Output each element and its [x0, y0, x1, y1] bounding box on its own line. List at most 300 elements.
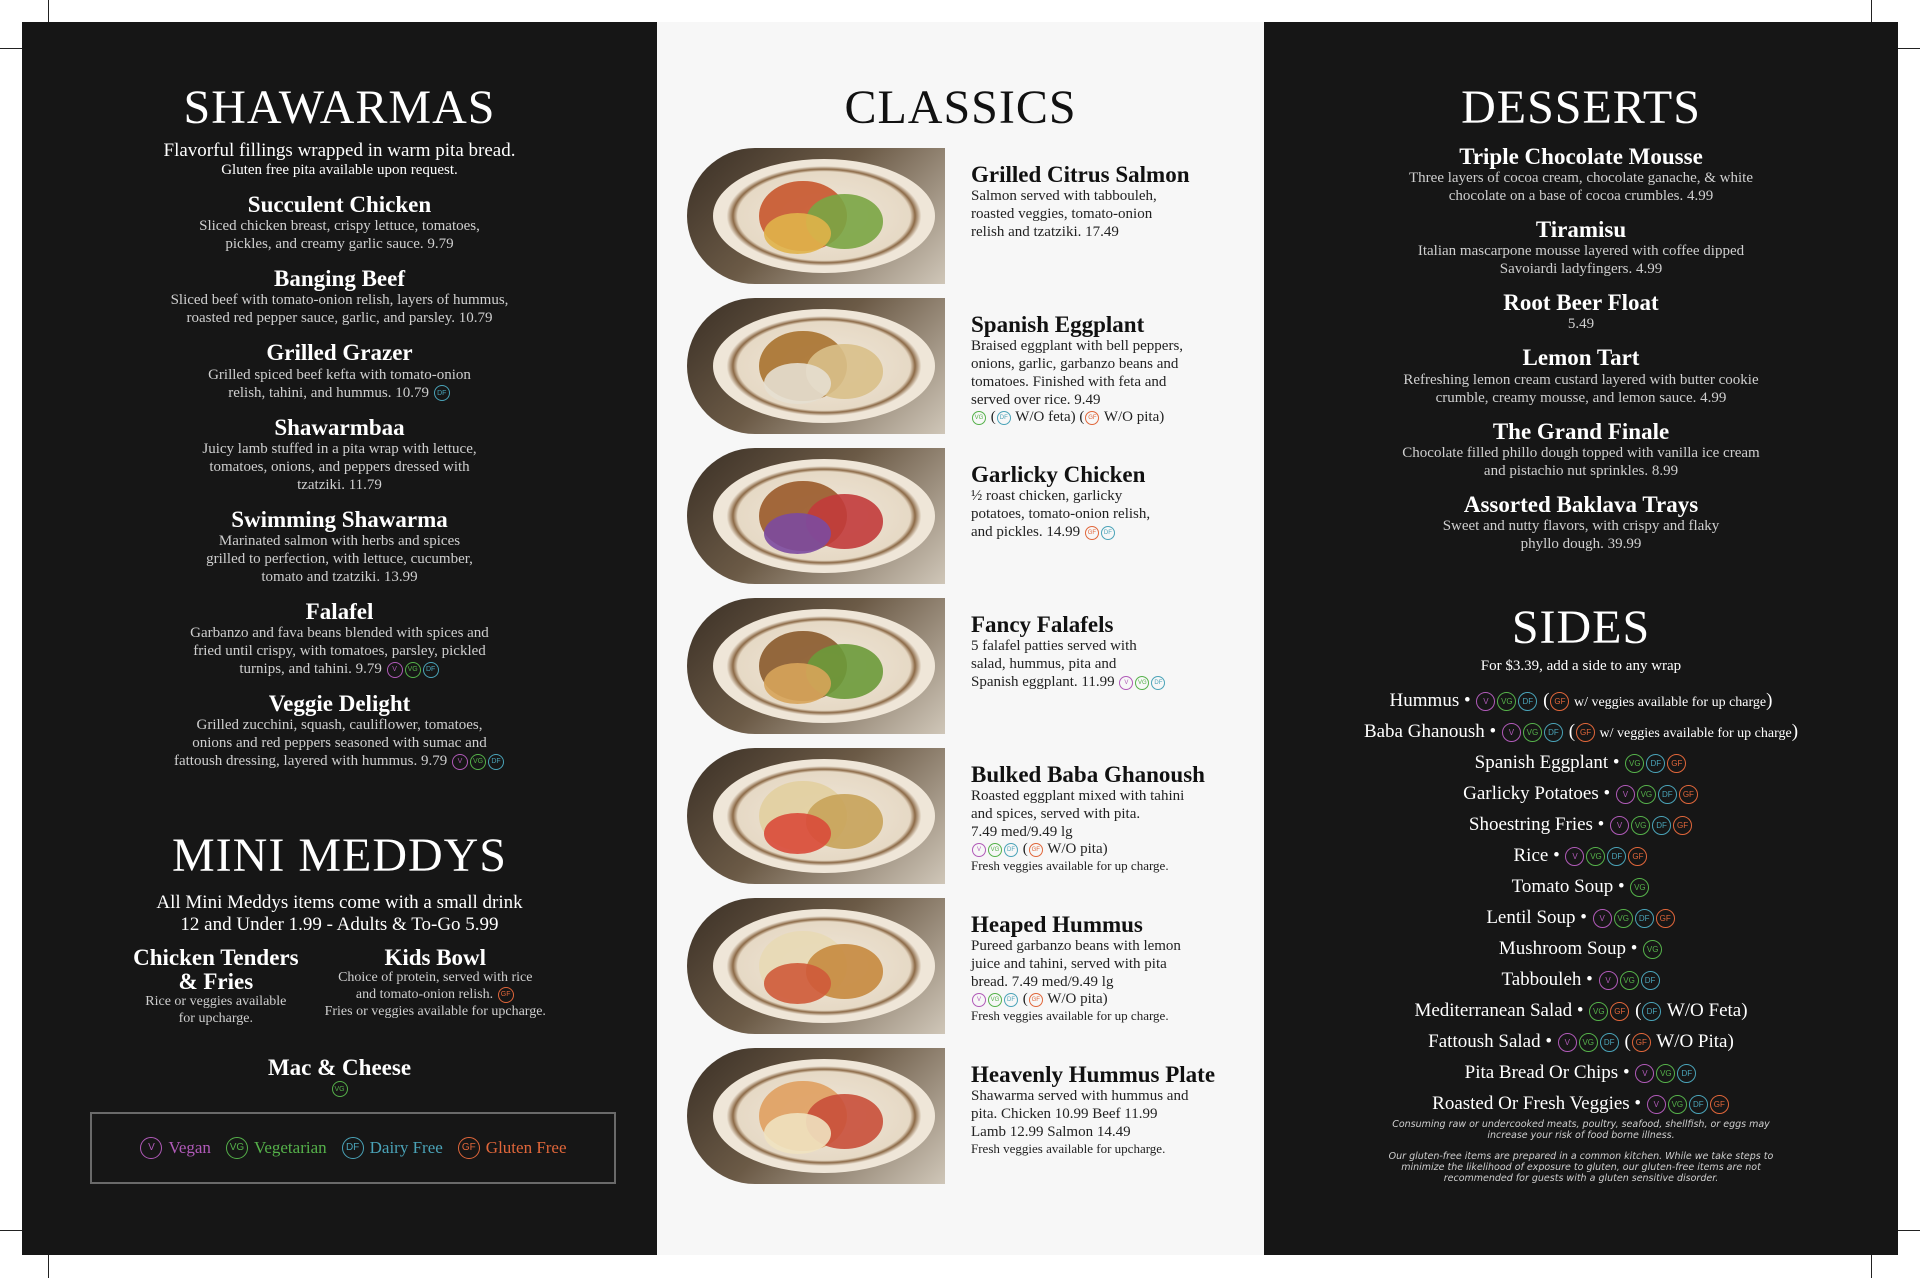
spacer	[493, 987, 497, 1002]
classic-item	[687, 148, 1247, 284]
description-line: onions and red peppers seasoned with sumac and	[192, 735, 487, 752]
baba-photo	[687, 748, 945, 884]
mini-meddys-subtitle: All Mini Meddys items come with a small drink	[156, 892, 523, 913]
description-line: and spices, served with pita.	[971, 806, 1141, 823]
menu-item-description	[22, 291, 657, 327]
menu-item-name: Banging Beef	[274, 266, 405, 292]
classic-item	[687, 448, 1247, 584]
description-line: Savoiardi ladyfingers. 4.99	[1499, 261, 1663, 278]
side-item-name: Spanish Eggplant •	[1474, 752, 1625, 774]
paren: (	[1019, 991, 1028, 1008]
menu-item-description	[971, 937, 1251, 991]
menu-item-description	[971, 1087, 1251, 1141]
menu-item	[22, 692, 657, 770]
classic-item	[687, 598, 1247, 734]
dessert-item	[1264, 346, 1898, 406]
menu-item-name: Tiramisu	[1535, 217, 1627, 243]
description-line: Braised eggplant with bell peppers,	[971, 338, 1184, 355]
gf-badge-icon: GF	[458, 1137, 480, 1159]
side-item-name: Roasted Or Fresh Veggies •	[1432, 1093, 1646, 1115]
description-line: 5.49	[1567, 316, 1595, 333]
shawarma-item-list	[22, 193, 657, 770]
gf-badge-icon: GF	[1029, 993, 1043, 1007]
vg-badge-icon: VG	[1668, 1095, 1687, 1114]
hummus-photo	[687, 898, 945, 1034]
dietary-badges	[971, 841, 1251, 858]
gluten-disclaimer: Our gluten-free items are prepared in a common kitchen. While we take steps to minimize the likelihood of exposure to gluten, our gluten-free items are not recommended for guests with a gluten sensitive disorder.	[1388, 1150, 1774, 1184]
gf-badge-icon: GF	[1550, 692, 1569, 711]
spacer	[1115, 674, 1119, 690]
menu-item-name: Root Beer Float	[1503, 290, 1659, 316]
description-line: and tomato-onion relish. GF	[325, 987, 546, 1004]
dietary-badges	[971, 991, 1251, 1008]
menu-item	[22, 416, 657, 494]
df-badge-icon: DF	[434, 385, 450, 401]
menu-item-description	[22, 217, 657, 253]
df-badge-icon: DF	[1518, 692, 1537, 711]
vg-badge-icon: VG	[1625, 754, 1644, 773]
side-item-name: Shoestring Fries •	[1468, 814, 1610, 836]
classic-item	[687, 298, 1247, 434]
menu-item-name: Mac & Cheese	[267, 1054, 412, 1080]
side-item-name: Baba Ghanoush •	[1363, 721, 1501, 743]
menu-item-description	[325, 970, 546, 1021]
v-badge-icon: V	[972, 843, 986, 857]
side-item-name: Tomato Soup •	[1511, 876, 1630, 898]
description-line: Sweet and nutty flavors, with crispy and flaky	[1442, 517, 1720, 534]
gf-badge-icon: GF	[1656, 909, 1675, 928]
paren: (	[1019, 841, 1028, 858]
classic-item-text	[971, 312, 1251, 426]
classic-item-text	[971, 462, 1251, 541]
legend-entry-gf	[457, 1137, 567, 1159]
description-line: roasted veggies, tomato-onion	[971, 206, 1153, 223]
df-badge-icon: DF	[1635, 909, 1654, 928]
menu-item	[22, 600, 657, 678]
description-line: crumble, creamy mousse, and lemon sauce. 4.99	[1435, 389, 1727, 406]
legend-label: Dairy Free	[369, 1138, 443, 1157]
df-badge-icon: DF	[342, 1137, 364, 1159]
description-line: fried until crispy, with tomatoes, parsley, pickled	[193, 642, 486, 659]
side-item	[1264, 933, 1898, 964]
gf-badge-icon: GF	[1679, 785, 1698, 804]
df-badge-icon: DF	[1641, 971, 1660, 990]
description-line: phyllo dough. 39.99	[1520, 535, 1642, 552]
menu-item	[133, 946, 299, 1028]
dietary-badges	[971, 409, 1251, 426]
paren: (	[1619, 1031, 1631, 1053]
side-item	[1264, 809, 1898, 840]
side-item	[1264, 685, 1898, 716]
gf-badge-icon: GF	[1029, 843, 1043, 857]
df-badge-icon: DF	[488, 754, 504, 770]
v-badge-icon: V	[1593, 909, 1612, 928]
menu-item-description	[1264, 371, 1898, 407]
description-line: Juicy lamb stuffed in a pita wrap with lettuce,	[202, 440, 477, 457]
chicken-photo	[687, 448, 945, 584]
description-line: and pistachio nut sprinkles. 8.99	[1483, 462, 1679, 479]
eggplant-photo	[687, 298, 945, 434]
hummus-plate-photo	[687, 1048, 945, 1184]
menu-item	[22, 193, 657, 253]
paren: )	[1791, 721, 1799, 743]
dessert-item	[1264, 493, 1898, 553]
side-item-name: Rice •	[1513, 845, 1565, 867]
menu-item-name: Garlicky Chicken	[971, 462, 1146, 487]
vg-badge-icon: VG	[1497, 692, 1516, 711]
vg-badge-icon: VG	[226, 1137, 248, 1159]
spacer	[447, 753, 451, 769]
menu-item-name: Grilled Citrus Salmon	[971, 162, 1190, 187]
v-badge-icon: V	[1647, 1095, 1666, 1114]
df-badge-icon: DF	[1607, 847, 1626, 866]
v-badge-icon: V	[1476, 692, 1495, 711]
menu-item-description	[1264, 517, 1898, 553]
shawarmas-title: SHAWARMAS	[183, 81, 496, 134]
description-line: Chocolate filled phillo dough topped with vanilla ice cream	[1402, 444, 1760, 461]
menu-item	[22, 267, 657, 327]
v-badge-icon: V	[1610, 816, 1629, 835]
menu-item-description	[22, 624, 657, 678]
side-item-name: Hummus •	[1389, 690, 1476, 712]
classic-item-text	[971, 1062, 1251, 1158]
mac-and-cheese-item	[22, 1056, 657, 1098]
description-line: 5 falafel patties served with	[971, 638, 1137, 655]
v-badge-icon: V	[1119, 676, 1133, 690]
dietary-legend	[90, 1112, 616, 1184]
menu-item-description	[22, 440, 657, 494]
df-badge-icon: DF	[1544, 723, 1563, 742]
menu-item-name: Lemon Tart	[1522, 345, 1640, 371]
description-line: Fries or veggies available for upcharge.	[324, 1003, 546, 1019]
desserts-title: DESSERTS	[1461, 81, 1701, 134]
description-line: tomatoes. Finished with feta and	[971, 374, 1167, 391]
v-badge-icon: V	[1616, 785, 1635, 804]
sides-item-list	[1264, 685, 1898, 1119]
description-line: 7.49 med/9.49 lg	[971, 824, 1073, 841]
upcharge-note: Fresh veggies available for up charge.	[971, 1008, 1169, 1024]
description-line: Roasted eggplant mixed with tahini	[971, 788, 1185, 805]
salmon-photo	[687, 148, 945, 284]
paren: )	[1727, 1031, 1734, 1053]
sides-section	[1264, 601, 1898, 1119]
upcharge-note: Fresh veggies available for up charge.	[971, 858, 1169, 874]
description-line: roasted red pepper sauce, garlic, and parsley. 10.79	[186, 310, 493, 327]
v-badge-icon: V	[1558, 1033, 1577, 1052]
menu-item-description	[971, 187, 1251, 241]
shawarmas-section	[22, 81, 657, 770]
gf-badge-icon: GF	[1576, 723, 1595, 742]
gf-badge-icon: GF	[1085, 411, 1099, 425]
side-item	[1264, 995, 1898, 1026]
df-badge-icon: DF	[1101, 526, 1115, 540]
vg-badge-icon: VG	[1637, 785, 1656, 804]
description-line: juice and tahini, served with pita	[971, 956, 1167, 973]
dessert-item	[1264, 145, 1898, 205]
side-item-name: Lentil Soup •	[1486, 907, 1592, 929]
paren: (	[1563, 721, 1576, 743]
gf-badge-icon: GF	[1667, 754, 1686, 773]
vg-badge-icon: VG	[470, 754, 486, 770]
badge-condition: w/ veggies available for up charge	[1570, 695, 1767, 711]
df-badge-icon: DF	[1677, 1064, 1696, 1083]
classic-item	[687, 1048, 1247, 1184]
vg-badge-icon: VG	[988, 843, 1002, 857]
df-badge-icon: DF	[1600, 1033, 1619, 1052]
right-menu-panel	[1264, 22, 1898, 1255]
mini-meddys-item-list	[22, 946, 657, 1028]
description-line: Shawarma served with hummus and	[971, 1088, 1189, 1105]
desserts-section	[1264, 81, 1898, 553]
gf-badge-icon: GF	[1085, 526, 1099, 540]
side-item-name: Pita Bread Or Chips •	[1464, 1062, 1635, 1084]
description-line: Refreshing lemon cream custard layered with butter cookie	[1403, 371, 1759, 388]
menu-item-name	[325, 946, 546, 970]
df-badge-icon: DF	[1642, 1002, 1661, 1021]
menu-item-description	[22, 716, 657, 770]
menu-item-description	[1264, 315, 1898, 333]
upcharge-note: Fresh veggies available for upcharge.	[971, 1141, 1166, 1157]
v-badge-icon: V	[1502, 723, 1521, 742]
menu-item	[325, 946, 546, 1028]
menu-item-name: Veggie Delight	[268, 690, 411, 716]
description-line: onions, garlic, garbanzo beans and	[971, 356, 1179, 373]
df-badge-icon: DF	[997, 411, 1011, 425]
menu-item-description	[1264, 169, 1898, 205]
menu-item-name: Succulent Chicken	[247, 192, 432, 218]
legend-label: Vegan	[168, 1138, 211, 1157]
dessert-item	[1264, 420, 1898, 480]
description-line: Sliced chicken breast, crispy lettuce, tomatoes,	[199, 218, 480, 235]
description-line: tomato and tzatziki. 13.99	[261, 568, 418, 585]
legend-entry-v	[139, 1137, 210, 1159]
classic-item	[687, 898, 1247, 1034]
vg-badge-icon: VG	[1631, 816, 1650, 835]
description-line: pita. Chicken 10.99 Beef 11.99	[971, 1106, 1158, 1123]
description-line: fattoush dressing, layered with hummus. 9.79 V VG DF	[22, 752, 657, 770]
gf-badge-icon: GF	[1710, 1095, 1729, 1114]
side-item	[1264, 747, 1898, 778]
df-badge-icon: DF	[1689, 1095, 1708, 1114]
description-line: relish, tahini, and hummus. 10.79 DF	[22, 384, 657, 402]
dessert-item	[1264, 291, 1898, 333]
side-item	[1264, 871, 1898, 902]
side-item	[1264, 1088, 1898, 1119]
side-item-name: Mushroom Soup •	[1498, 938, 1643, 960]
menu-item-name: Fancy Falafels	[971, 612, 1114, 637]
classic-item	[687, 748, 1247, 884]
v-badge-icon: V	[387, 662, 403, 678]
badge-condition: w/ veggies available for up charge	[1596, 726, 1792, 742]
description-line: potatoes, tomato-onion relish,	[971, 506, 1151, 523]
gf-badge-icon: GF	[498, 987, 514, 1003]
description-line: Choice of protein, served with rice	[338, 969, 533, 985]
menu-item-name: Heavenly Hummus Plate	[971, 1062, 1216, 1087]
side-item	[1264, 840, 1898, 871]
vg-badge-icon: VG	[1523, 723, 1542, 742]
vg-badge-icon: VG	[1579, 1033, 1598, 1052]
vg-badge-icon: VG	[1643, 940, 1662, 959]
name-line: Kids Bowl	[384, 944, 487, 970]
menu-item-name: Bulked Baba Ghanoush	[971, 762, 1205, 787]
menu-item-description	[22, 532, 657, 586]
v-badge-icon: V	[140, 1137, 162, 1159]
classic-item-text	[971, 762, 1251, 875]
menu-item-name: Triple Chocolate Mousse	[1459, 144, 1703, 169]
description-line: tomatoes, onions, and peppers dressed with	[209, 458, 470, 475]
classic-item-text	[971, 612, 1251, 691]
vg-badge-icon: VG	[1589, 1002, 1608, 1021]
menu-item-description	[971, 337, 1251, 409]
menu-item-description	[133, 994, 299, 1028]
vg-badge-icon: VG	[1630, 878, 1649, 897]
badge-condition: W/O pita)	[1100, 409, 1165, 426]
side-item	[1264, 778, 1898, 809]
legend-entry-df	[341, 1137, 443, 1159]
menu-item-description	[1264, 242, 1898, 278]
shawarmas-subtitle: Flavorful fillings wrapped in warm pita bread.	[163, 140, 516, 161]
classic-item-text	[971, 162, 1251, 241]
spacer	[382, 661, 386, 677]
side-item-name: Fattoush Salad •	[1428, 1031, 1557, 1053]
dessert-item-list	[1264, 145, 1898, 553]
menu-item-description	[971, 787, 1251, 841]
paren: (	[987, 409, 996, 426]
df-badge-icon: DF	[1658, 785, 1677, 804]
menu-item-name	[133, 946, 299, 994]
description-line: relish and tzatziki. 17.49	[971, 224, 1119, 241]
side-item-name: Mediterranean Salad •	[1414, 1000, 1589, 1022]
gf-badge-icon: GF	[1632, 1033, 1651, 1052]
menu-item-name: Spanish Eggplant	[971, 312, 1145, 337]
menu-item-name: Assorted Baklava Trays	[1463, 491, 1699, 517]
vg-badge-icon: VG	[332, 1081, 348, 1097]
dietary-badges	[22, 1080, 657, 1098]
description-line: Garbanzo and fava beans blended with spices and	[190, 624, 489, 641]
legend-label: Vegetarian	[253, 1138, 327, 1157]
description-line: Salmon served with tabbouleh,	[971, 188, 1157, 205]
description-line: for upcharge.	[178, 1010, 254, 1026]
menu-item-name: Heaped Hummus	[971, 912, 1143, 937]
description-line: Spanish eggplant. 11.99 V VG DF	[971, 673, 1251, 691]
sides-subtitle: For $3.39, add a side to any wrap	[1480, 658, 1682, 674]
menu-item-description	[971, 637, 1251, 691]
df-badge-icon: DF	[1652, 816, 1671, 835]
description-line: and pickles. 14.99 GF DF	[971, 523, 1251, 541]
description-line: Rice or veggies available	[145, 993, 287, 1009]
menu-item-description	[22, 366, 657, 402]
spacer	[1080, 524, 1084, 540]
description-line: pickles, and creamy garlic sauce. 9.79	[225, 236, 454, 253]
shawarmas-subtitle-gluten: Gluten free pita available upon request.	[221, 161, 458, 178]
vg-badge-icon: VG	[1586, 847, 1605, 866]
paren: )	[1766, 690, 1773, 712]
falafel-photo	[687, 598, 945, 734]
paren: )	[1741, 1000, 1748, 1022]
classics-title: CLASSICS	[844, 81, 1077, 134]
description-line: salad, hummus, pita and	[971, 656, 1117, 673]
vg-badge-icon: VG	[1620, 971, 1639, 990]
menu-item-description	[1264, 444, 1898, 480]
mini-meddys-title: MINI MEDDYS	[172, 829, 507, 882]
legend-label: Gluten Free	[485, 1138, 567, 1157]
v-badge-icon: V	[1565, 847, 1584, 866]
description-line: Grilled spiced beef kefta with tomato-onion	[208, 366, 471, 383]
description-line: Sliced beef with tomato-onion relish, layers of hummus,	[170, 292, 509, 309]
gf-badge-icon: GF	[1628, 847, 1647, 866]
menu-item-name: Swimming Shawarma	[231, 506, 448, 532]
description-line: bread. 7.49 med/9.49 lg	[971, 974, 1114, 991]
badge-condition: W/O pita)	[1043, 991, 1108, 1008]
vg-badge-icon: VG	[988, 993, 1002, 1007]
description-line: Pureed garbanzo beans with lemon	[971, 938, 1181, 955]
description-line: Lamb 12.99 Salmon 14.49	[971, 1124, 1131, 1141]
side-item	[1264, 902, 1898, 933]
vg-badge-icon: VG	[972, 411, 986, 425]
classic-item-text	[971, 912, 1251, 1025]
description-line: Marinated salmon with herbs and spices	[218, 532, 461, 549]
disclaimer	[1374, 1120, 1788, 1185]
v-badge-icon: V	[972, 993, 986, 1007]
left-menu-panel	[22, 22, 657, 1255]
raw-food-disclaimer: Consuming raw or undercooked meats, poultry, seafood, shellfish, or eggs may increase your risk of food borne illness.	[1392, 1119, 1770, 1141]
mini-meddys-pricing: 12 and Under 1.99 - Adults & To-Go 5.99	[180, 913, 499, 935]
menu-item-description	[971, 487, 1251, 541]
v-badge-icon: V	[452, 754, 468, 770]
menu-item-name: Falafel	[305, 598, 374, 624]
badge-condition: W/O pita)	[1043, 841, 1108, 858]
legend-entry-vg	[225, 1137, 327, 1159]
name-line: Chicken Tenders	[133, 944, 299, 970]
df-badge-icon: DF	[1004, 993, 1018, 1007]
badge-condition: W/O Feta	[1662, 1000, 1742, 1022]
description-line: ½ roast chicken, garlicky	[971, 488, 1123, 505]
description-line: Three layers of cocoa cream, chocolate ganache, & white	[1409, 170, 1753, 187]
gf-badge-icon: GF	[1610, 1002, 1629, 1021]
sides-title: SIDES	[1511, 601, 1651, 654]
spacer	[429, 385, 433, 401]
description-line: grilled to perfection, with lettuce, cucumber,	[206, 550, 473, 567]
menu-item-name: Shawarmbaa	[274, 414, 405, 440]
description-line: Grilled zucchini, squash, cauliflower, tomatoes,	[196, 717, 483, 734]
v-badge-icon: V	[1599, 971, 1618, 990]
vg-badge-icon: VG	[405, 662, 421, 678]
menu-item	[22, 508, 657, 586]
side-item	[1264, 716, 1898, 747]
description-line: tzatziki. 11.79	[297, 476, 382, 493]
menu-item-name: The Grand Finale	[1492, 418, 1670, 444]
df-badge-icon: DF	[1646, 754, 1665, 773]
description-line: chocolate on a base of cocoa crumbles. 4.99	[1448, 188, 1714, 205]
side-item	[1264, 1026, 1898, 1057]
menu-item-name: Grilled Grazer	[266, 340, 413, 366]
menu-item	[22, 341, 657, 401]
df-badge-icon: DF	[423, 662, 439, 678]
paren: (	[1630, 1000, 1642, 1022]
description-line: turnips, and tahini. 9.79 V VG DF	[22, 660, 657, 678]
gf-badge-icon: GF	[1673, 816, 1692, 835]
vg-badge-icon: VG	[1614, 909, 1633, 928]
side-item-name: Garlicky Potatoes •	[1463, 783, 1615, 805]
description-line: served over rice. 9.49	[971, 392, 1101, 409]
badge-condition: W/O Pita	[1651, 1031, 1728, 1053]
side-item	[1264, 1057, 1898, 1088]
paren: (	[1538, 690, 1550, 712]
vg-badge-icon: VG	[1656, 1064, 1675, 1083]
v-badge-icon: V	[1635, 1064, 1654, 1083]
dessert-item	[1264, 218, 1898, 278]
mini-meddys-section	[22, 829, 657, 1098]
